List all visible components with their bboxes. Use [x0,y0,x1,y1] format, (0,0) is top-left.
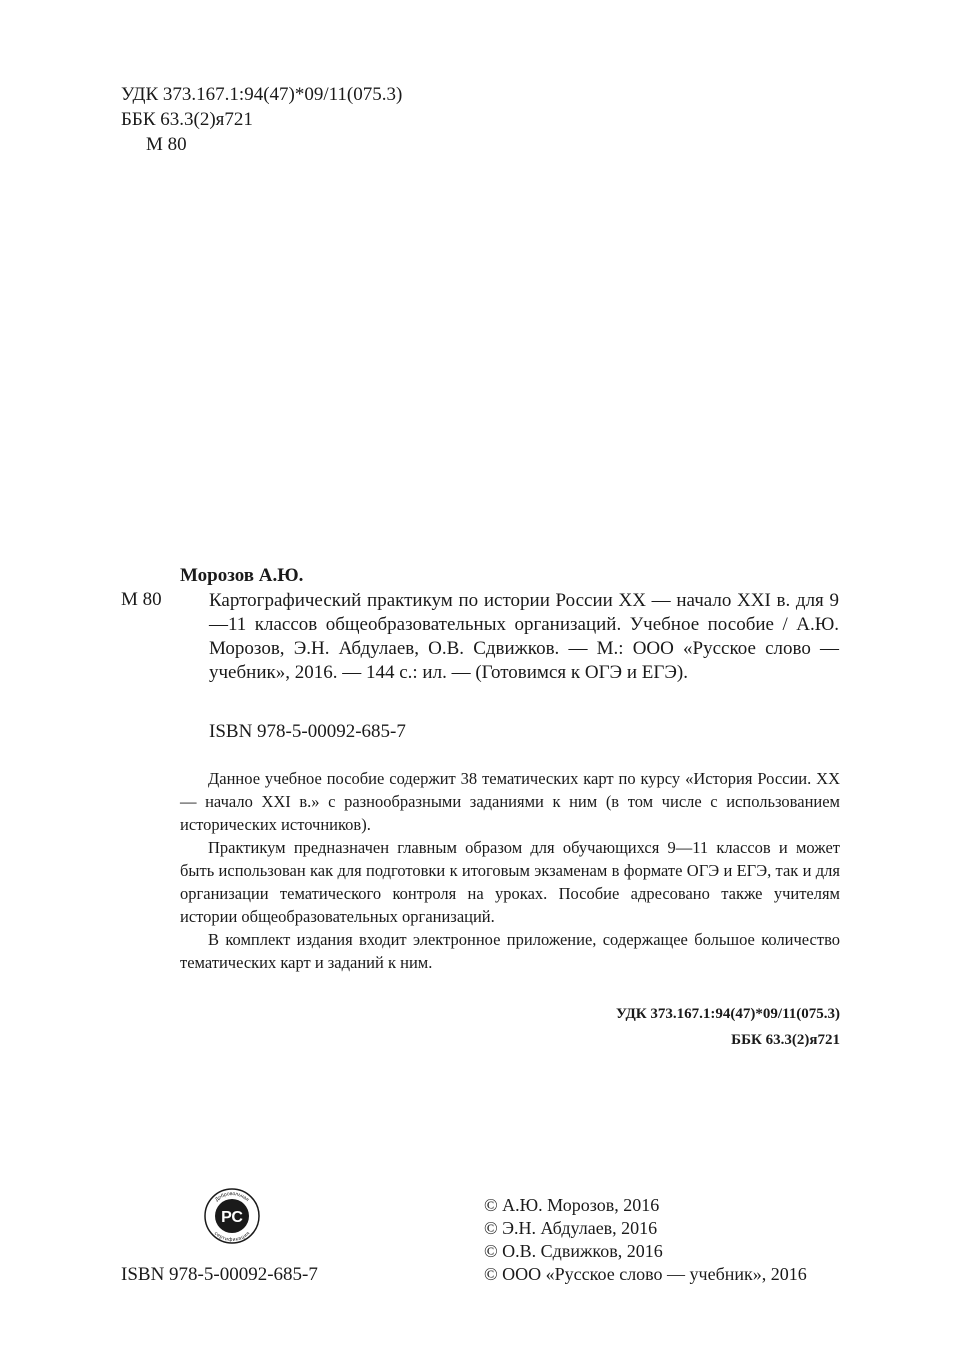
annotation [180,767,840,974]
classification-block [121,82,402,157]
classification-codes-right [616,1001,840,1053]
rst-certification-icon [203,1187,261,1245]
copyright-line: © А.Ю. Морозов, 2016 [484,1195,660,1215]
entry-author: Морозов А.Ю. [180,565,304,586]
udk-code-right: УДК 373.167.1:94(47)*09/11(075.3) [615,1006,840,1022]
bbk-code: ББК 63.3(2)я721 [121,109,253,130]
logo-text-top: Добровольная [214,1190,250,1203]
logo-text-bottom: сертификация [212,1230,252,1244]
bibliographic-description: Картографический практикум по истории России ХХ — начало ХХI в. для 9—11 классов общеобразовательных организаций. Учебное пособие / А.Ю. Морозов, Э.Н. Абдулаев, О.В. Сдвижков. — М.: ООО «Русское слово — учебник», 2016. — 144 с.: ил. — (Готовимся к ОГЭ и ЕГЭ). [209,590,839,683]
entry-author-mark: М 80 [121,589,162,610]
copyright-line: © Э.Н. Абдулаев, 2016 [484,1218,658,1238]
footer-isbn: ISBN 978-5-00092-685-7 [121,1264,318,1285]
annotation-paragraph: Практикум предназначен главным образом для обучающихся 9—11 классов и может быть использован как для подготовки к итоговым экзаменам в формате ОГЭ и ЕГЭ, так и для организации тематического контроля на уроках. Пособие адресовано также учителям истории общеобразовательных организаций. [180,838,840,926]
udk-code: УДК 373.167.1:94(47)*09/11(075.3) [121,84,403,105]
annotation-paragraph: В комплект издания входит электронное приложение, содержащее большое количество тематических карт и заданий к ним. [180,930,840,972]
author-mark: М 80 [146,134,187,155]
copyright-line: © О.В. Сдвижков, 2016 [484,1241,663,1261]
copyright-line: © ООО «Русское слово — учебник», 2016 [484,1264,807,1284]
bbk-code-right: ББК 63.3(2)я721 [731,1032,840,1048]
logo-letters: РС [221,1209,243,1226]
annotation-paragraph: Данное учебное пособие содержит 38 тематических карт по курсу «История России. ХХ — начало ХХI в.» с разнообразными заданиями к ним (в том числе с использованием исторических источников). [180,769,840,834]
copyright-block [484,1194,807,1286]
entry-isbn: ISBN 978-5-00092-685-7 [209,721,406,742]
